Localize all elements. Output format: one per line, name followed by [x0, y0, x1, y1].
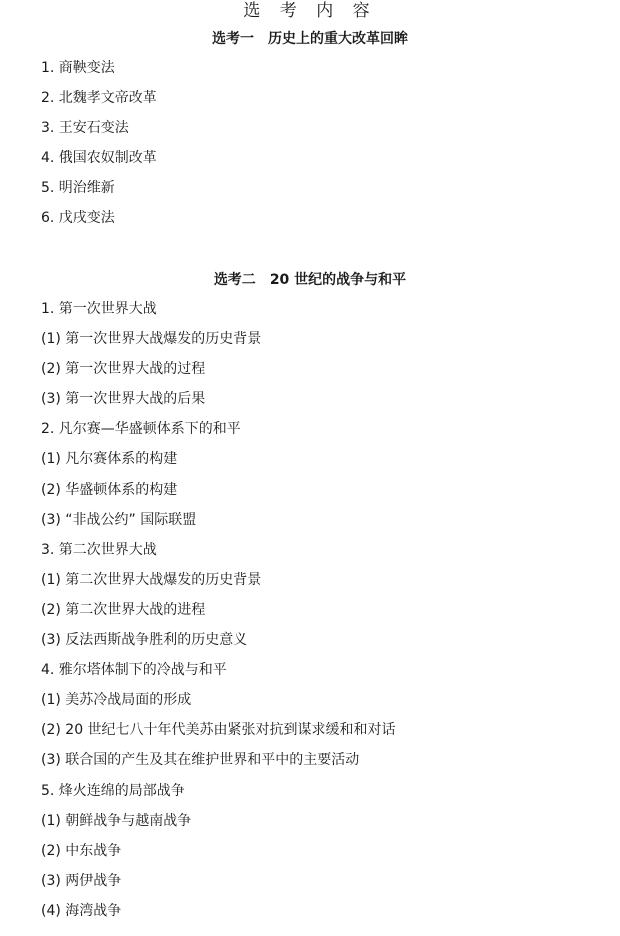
list-item: 5. 烽火连绵的局部战争	[41, 782, 185, 799]
list-item: 4. 雅尔塔体制下的冷战与和平	[41, 662, 227, 679]
list-item: 2. 北魏孝文帝改革	[41, 90, 157, 106]
list-item: (3) 两伊战争	[41, 872, 122, 889]
list-item: (3) 第一次世界大战的后果	[41, 391, 206, 408]
list-item: (2) 20 世纪七八十年代美苏由紧张对抗到谋求缓和和对话	[41, 722, 396, 739]
list-item: (1) 凡尔赛体系的构建	[41, 451, 178, 468]
section-1-list	[41, 58, 157, 238]
list-item: (2) 中东战争	[41, 842, 122, 859]
list-item: (2) 第一次世界大战的过程	[41, 361, 206, 378]
section-2-label: 选考二	[213, 272, 256, 288]
list-item: 3. 王安石变法	[41, 120, 129, 136]
list-item: 4. 俄国农奴制改革	[41, 150, 157, 166]
list-item: 1. 第一次世界大战	[41, 301, 157, 317]
section-2-heading	[0, 270, 620, 290]
list-item: 2. 凡尔赛—华盛顿体系下的和平	[41, 421, 241, 438]
list-item: (2) 华盛顿体系的构建	[41, 481, 178, 498]
list-item: (1) 美苏冷战局面的形成	[41, 692, 192, 709]
section-1-label: 选考一	[212, 31, 254, 47]
list-item: (2) 第二次世界大战的进程	[41, 601, 206, 618]
list-item: (3) “非战公约” 国际联盟	[41, 511, 197, 528]
list-item: (4) 海湾战争	[41, 902, 122, 919]
section-2-list	[41, 299, 396, 931]
list-item: (3) 反法西斯战争胜利的历史意义	[41, 632, 248, 649]
section-2-name: 20 世纪的战争与和平	[269, 272, 407, 288]
list-item: (1) 第一次世界大战爆发的历史背景	[41, 331, 262, 348]
section-1-heading	[0, 29, 620, 49]
list-item: 3. 第二次世界大战	[41, 541, 157, 558]
list-item: 6. 戊戌变法	[41, 210, 115, 226]
section-1-name: 历史上的重大改革回眸	[268, 31, 408, 47]
page-title: 选 考 内 容	[243, 1, 377, 21]
list-item: (1) 第二次世界大战爆发的历史背景	[41, 571, 262, 588]
list-item: (3) 联合国的产生及其在维护世界和平中的主要活动	[41, 752, 360, 769]
list-item: 5. 明治维新	[41, 180, 115, 196]
list-item: (1) 朝鲜战争与越南战争	[41, 812, 192, 829]
list-item: 1. 商鞅变法	[41, 60, 115, 76]
